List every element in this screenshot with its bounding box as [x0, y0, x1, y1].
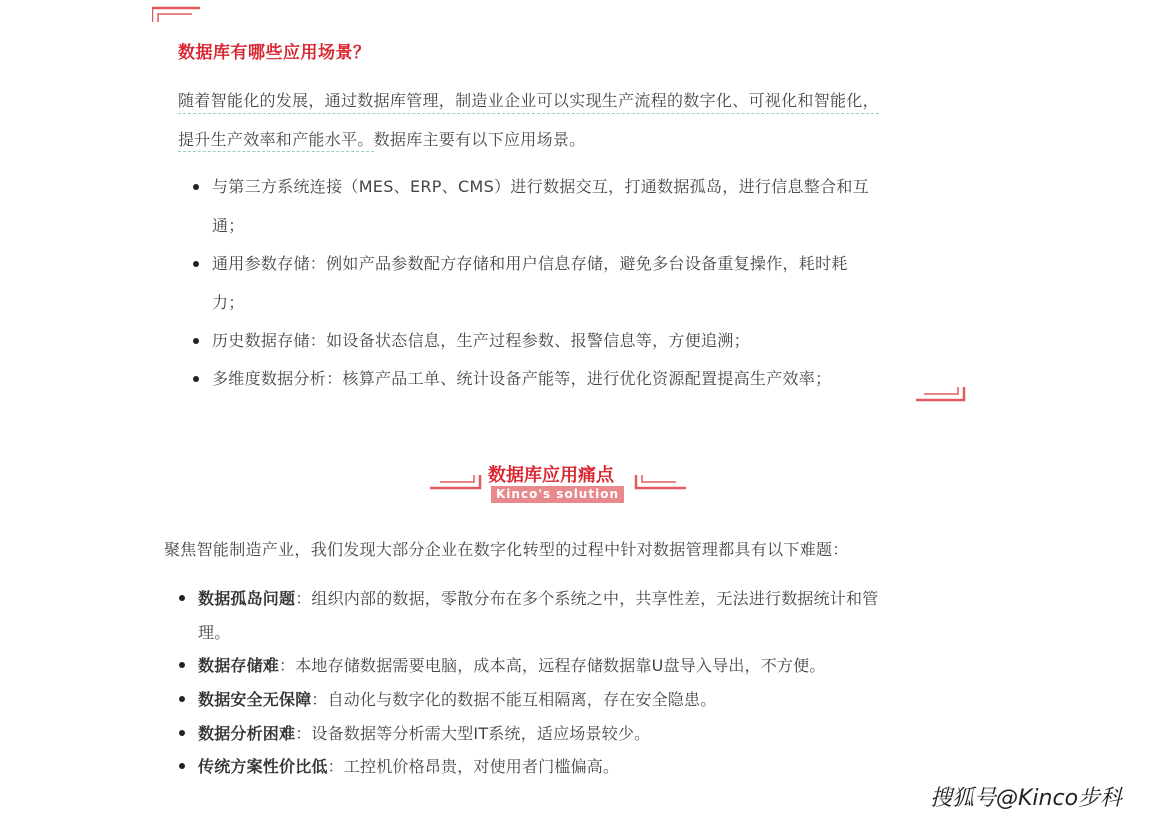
bullet-icon — [179, 730, 185, 736]
section-title-scenarios: 数据库有哪些应用场景？ — [178, 43, 371, 63]
scenario-item-4: 多维度数据分析：核算产品工单、统计设备产能等，进行优化资源配置提高生产效率； — [212, 369, 832, 388]
problem-item-3 — [198, 687, 716, 710]
problem-text: ：本地存储数据需要电脑，成本高，远程存储数据靠U盘导入导出，不方便。 — [279, 656, 826, 675]
problem-item-1-line2: 理。 — [198, 623, 231, 642]
bullet-icon — [193, 376, 199, 382]
scenario-item-2-line2: 力； — [212, 293, 245, 312]
bullet-icon — [179, 763, 185, 769]
scenario-item-1-line2: 通； — [212, 216, 245, 235]
header-deco-right-icon — [634, 471, 686, 491]
bullet-icon — [193, 338, 199, 344]
problem-text: ：工控机价格昂贵，对使用者门槛偏高。 — [327, 757, 620, 776]
problem-label: 数据存储难 — [198, 656, 280, 675]
problem-item-4 — [198, 721, 650, 744]
bullet-icon — [193, 261, 199, 267]
scenario-item-2-line1: 通用参数存储：例如产品参数配方存储和用户信息存储，避免多台设备重复操作，耗时耗 — [212, 254, 848, 273]
problem-text: ：设备数据等分析需大型IT系统，适应场景较少。 — [295, 724, 651, 743]
problem-item-2 — [198, 653, 826, 676]
scenario-item-1-line1: 与第三方系统连接（MES、ERP、CMS）进行数据交互，打通数据孤岛，进行信息整合和互 — [212, 177, 869, 196]
corner-bracket-bottom-right-icon — [914, 385, 966, 403]
bullet-icon — [179, 662, 185, 668]
bullet-icon — [179, 595, 185, 601]
intro-line-2-rest: 数据库主要有以下应用场景。 — [373, 130, 586, 149]
problem-text: ：组织内部的数据，零散分布在多个系统之中，共享性差，无法进行数据统计和管 — [295, 589, 879, 608]
problem-text: ：自动化与数字化的数据不能互相隔离，存在安全隐患。 — [311, 690, 717, 709]
sohu-watermark: 搜狐号@Kinco步科 — [930, 786, 1123, 811]
problem-item-5 — [198, 754, 619, 777]
problem-label: 数据分析困难 — [198, 724, 296, 743]
section-subtitle-badge: Kinco's solution — [491, 486, 624, 503]
problem-label: 数据孤岛问题 — [198, 589, 296, 608]
pain-points-intro: 聚焦智能制造产业，我们发现大部分企业在数字化转型的过程中针对数据管理都具有以下难题： — [164, 540, 849, 559]
problem-item-1 — [198, 586, 878, 609]
corner-bracket-top-left-icon — [152, 6, 202, 24]
section-title-pain-points: 数据库应用痛点 — [488, 465, 614, 486]
problem-label: 数据安全无保障 — [198, 690, 312, 709]
intro-line-2-underlined: 提升生产效率和产能水平。 — [178, 130, 374, 152]
problem-label: 传统方案性价比低 — [198, 757, 328, 776]
scenario-item-3: 历史数据存储：如设备状态信息，生产过程参数、报警信息等，方便追溯； — [212, 331, 750, 350]
bullet-icon — [193, 184, 199, 190]
intro-line-2 — [178, 127, 586, 150]
intro-line-1: 随着智能化的发展，通过数据库管理，制造业企业可以实现生产流程的数字化、可视化和智能化， — [178, 88, 879, 114]
bullet-icon — [179, 696, 185, 702]
header-deco-left-icon — [430, 471, 482, 491]
